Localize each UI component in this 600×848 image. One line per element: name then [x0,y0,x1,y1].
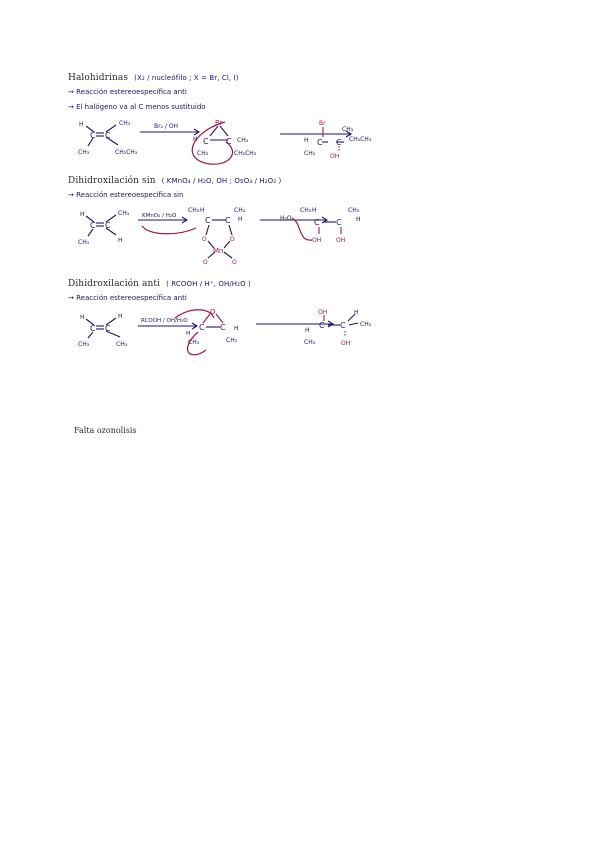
mechanism-arrow [292,218,312,240]
section-title-text: Halohidrinas [68,73,129,83]
carbon-label: C [336,138,342,147]
section-conditions: ( KMnO₄ / H₂O, OH ; OsO₄ / H₂O₂ ) [161,177,282,185]
atom-label: CH₃ [304,339,316,346]
atom-label: CH₃ [300,207,312,214]
atom-label: H [304,137,309,144]
atom-label: OH [336,237,346,244]
dihidroxilacion-sin-scheme [60,198,560,268]
bullet-line: → Reacción estereoespecífica sin [68,191,184,199]
atom-label: O [203,259,208,266]
carbon-label: C [90,324,96,333]
carbon-label: C [199,323,205,332]
atom-label: O [202,236,207,243]
atom-label: H [200,207,205,214]
atom-label: H [79,121,84,128]
section-conditions: (X₂ / nucleófilo ; X = Br, Cl, I) [134,74,239,82]
atom-label: Br [215,119,223,127]
carbon-label: C [314,218,320,227]
atom-label: CH₃ [78,239,90,246]
atom-label: O [230,236,235,243]
section-title-anti [68,279,251,289]
carbon-label: C [105,131,111,140]
atom-label: Br [319,120,326,127]
section-title-text: Dihidroxilación sin [68,176,156,186]
atom-label: CH₃ [78,341,90,348]
atom-label: CH₃ [78,149,90,156]
atom-label: CH₃ [360,321,372,328]
carbon-label: C [203,137,209,146]
section-conditions: ( RCOOH / H⁺, OH/H₂O ) [166,280,251,288]
carbon-label: C [105,221,111,230]
carbon-label: C [340,321,346,330]
atom-label: O [210,308,216,316]
atom-label: H [312,207,317,214]
atom-label: CH₃ [304,150,316,157]
bullet-line: → El halógeno va al C menos sustituido [68,103,206,111]
atom-label: H [80,314,85,321]
carbon-label: C [90,131,96,140]
atom-label: CH₃ [237,137,249,144]
atom-label: CH₃ [348,207,360,214]
bullet-line: → Reacción estereoespecífica anti [68,294,187,302]
atom-label: CH₃ [118,210,130,217]
atom-label: H [186,330,191,337]
carbon-label: C [225,216,231,225]
atom-label: H [305,327,310,334]
carbon-label: C [319,321,325,330]
atom-label: H [193,136,198,143]
water-label: H₂O [280,215,292,222]
atom-label: CH₃ [342,126,354,133]
atom-label: CH₂CH₃ [234,150,257,157]
carbon-label: C [336,218,342,227]
halohidrina-scheme [60,112,560,167]
carbon-label: C [90,221,96,230]
reagent-label: Br₂ / OH [154,123,179,130]
atom-label: CH₃ [119,120,131,127]
atom-label: H [356,216,361,223]
atom-label: O [232,259,237,266]
atom-label: CH₂CH₃ [349,136,372,143]
carbon-label: C [220,323,226,332]
atom-label: OH [330,153,340,160]
atom-label: H [118,237,123,244]
carbon-label: C [226,137,232,146]
section-title-text: Dihidroxilación anti [68,279,161,289]
mechanism-arrow [142,226,196,234]
section-title-sin [68,176,281,186]
atom-label: CH₃ [188,339,200,346]
atom-label: CH₃ [197,150,209,157]
atom-label: OH [318,309,328,316]
carbon-label: C [317,138,323,147]
atom-label: H [354,309,359,316]
atom-label: CH₂CH₃ [115,149,138,156]
atom-label: H [118,313,123,320]
atom-label: OH [341,340,351,347]
atom-label: H [80,211,85,218]
carbon-label: C [205,216,211,225]
atom-label: Mn [213,247,224,255]
carbon-label: C [105,324,111,333]
section-title-halohidrinas [68,73,239,83]
atom-label: CH₃ [226,337,238,344]
reagent-label: KMnO₄ / H₂O [142,213,177,219]
atom-label: CH₃ [116,341,128,348]
atom-label: OH [312,237,322,244]
atom-label: CH₃ [188,207,200,214]
dihidroxilacion-anti-scheme [60,302,560,362]
note-falta-ozonolisis: Falta ozonolisis [74,426,137,435]
atom-label: H [238,216,243,223]
bullet-line: → Reacción estereoespecífica anti [68,88,187,96]
atom-label: CH₃ [234,207,246,214]
reagent-label: RCOOH / OH/H₂O [141,318,188,324]
atom-label: H [234,325,239,332]
